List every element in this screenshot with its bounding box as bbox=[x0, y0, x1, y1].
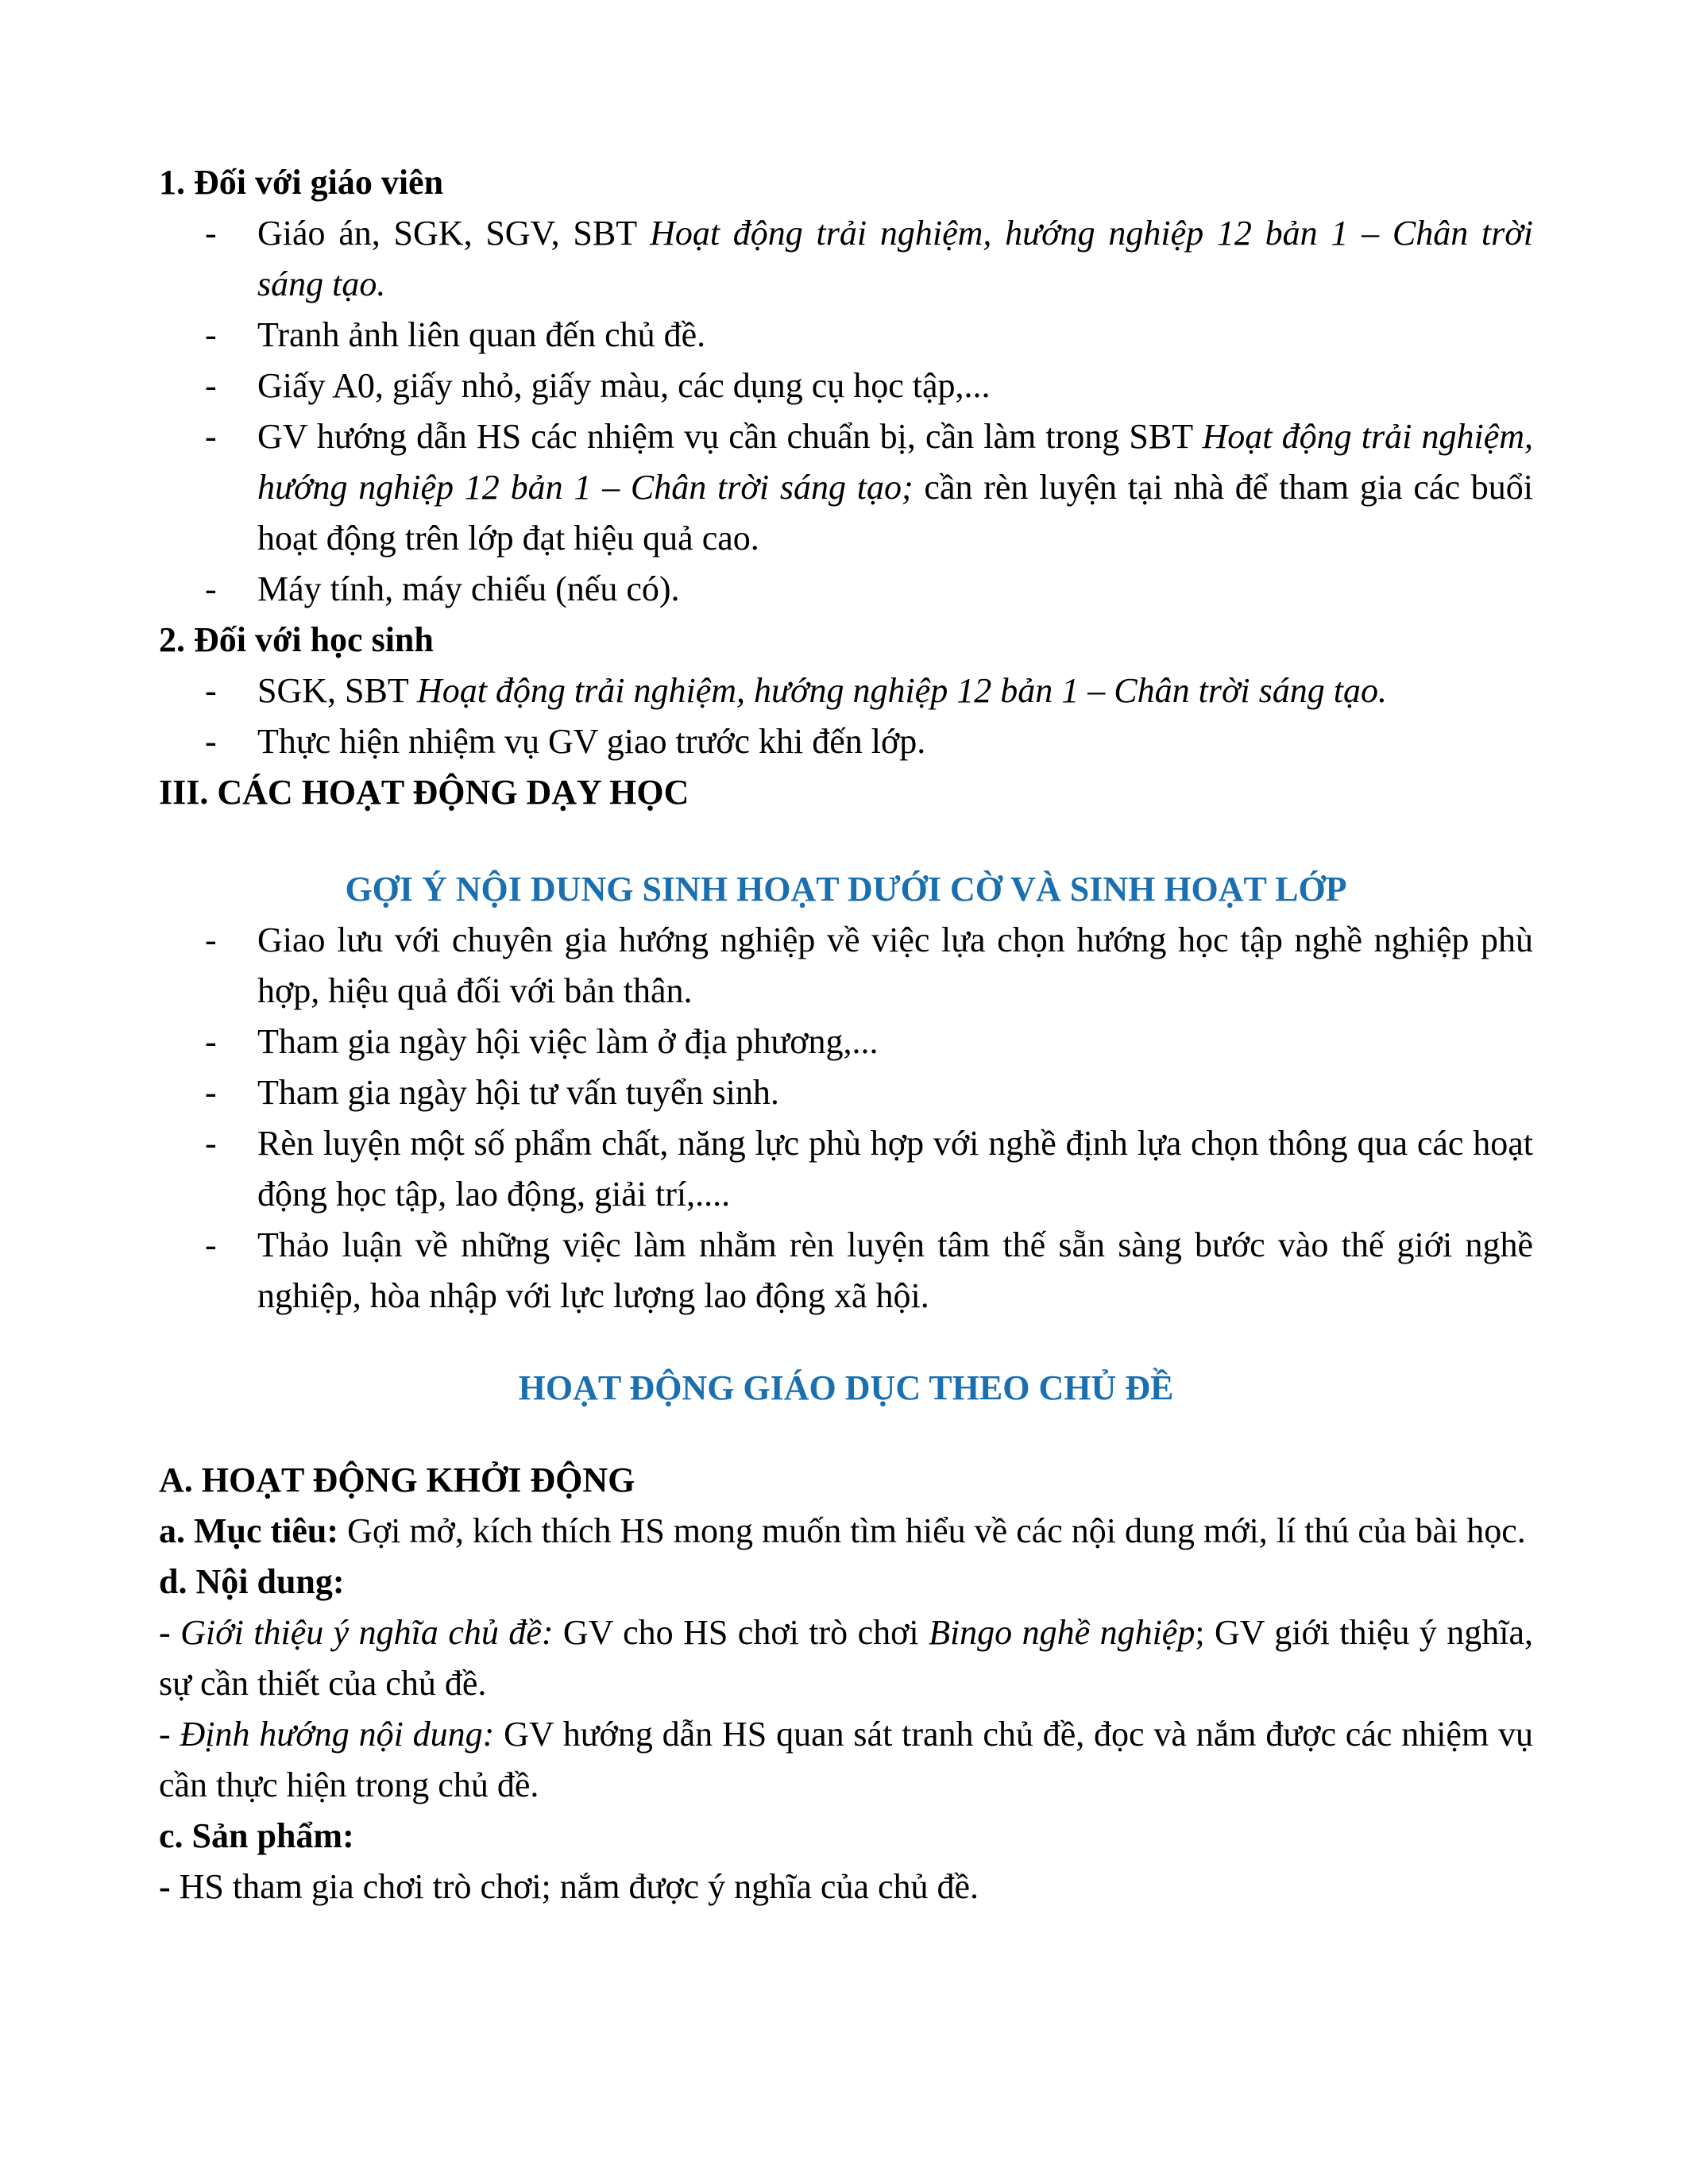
item-text: Thảo luận về những việc làm nhằm rèn luyện tâm thế sẵn sàng bước vào thế giới nghề nghiệp, hòa nhập với lực lượng lao động xã hội. bbox=[257, 1225, 1533, 1315]
item-text: Máy tính, máy chiếu (nếu có). bbox=[257, 569, 680, 608]
goal-text: Gợi mở, kích thích HS mong muốn tìm hiểu về các nội dung mới, lí thú của bài học. bbox=[338, 1511, 1526, 1550]
item-text: GV hướng dẫn HS các nhiệm vụ cần chuẩn bị, cần làm trong SBT bbox=[257, 417, 1203, 456]
bullet-dash: - bbox=[205, 1022, 217, 1061]
student-list bbox=[159, 666, 1533, 767]
list-item bbox=[159, 208, 1533, 310]
list-item bbox=[159, 1067, 1533, 1118]
intro-label: - Giới thiệu ý nghĩa chủ đề: bbox=[159, 1613, 554, 1652]
content-label: d. Nội dung: bbox=[159, 1562, 345, 1601]
item-text-tail: cần rèn luyện tại nhà để tham gia các buổi hoạt động trên lớp đạt hiệu quả cao. bbox=[257, 468, 1533, 558]
intro-paragraph bbox=[159, 1607, 1533, 1709]
product-paragraph bbox=[159, 1862, 1533, 1912]
orient-label: - Định hướng nội dung: bbox=[159, 1715, 495, 1754]
list-item bbox=[159, 716, 1533, 767]
item-text: Thực hiện nhiệm vụ GV giao trước khi đến lớp. bbox=[257, 722, 926, 761]
bullet-dash: - bbox=[205, 920, 217, 959]
teacher-list bbox=[159, 208, 1533, 615]
bullet-dash: - bbox=[205, 1225, 217, 1264]
list-item bbox=[159, 564, 1533, 615]
activities-heading: III. CÁC HOẠT ĐỘNG DẠY HỌC bbox=[159, 773, 689, 812]
spacer bbox=[159, 818, 1533, 864]
bullet-dash: - bbox=[205, 569, 217, 608]
suggest-title: GỢI Ý NỘI DUNG SINH HOẠT DƯỚI CỜ VÀ SINH HOẠT LỚP bbox=[345, 870, 1347, 909]
list-item bbox=[159, 1220, 1533, 1322]
list-item bbox=[159, 1118, 1533, 1220]
product-label: c. Sản phẩm: bbox=[159, 1816, 354, 1855]
product-dash: - bbox=[159, 1867, 171, 1906]
item-text: Tham gia ngày hội tư vấn tuyển sinh. bbox=[257, 1073, 779, 1112]
product-text: HS tham gia chơi trò chơi; nắm được ý nghĩa của chủ đề. bbox=[170, 1867, 979, 1906]
bullet-dash: - bbox=[205, 214, 217, 253]
orient-text: GV hướng dẫn HS quan sát tranh chủ đề, đọc và nắm được các nhiệm vụ cần thực hiện trong chủ đề. bbox=[159, 1715, 1534, 1804]
item-text: Giao lưu với chuyên gia hướng nghiệp về việc lựa chọn hướng học tập nghề nghiệp phù hợp, hiệu quả đối với bản thân. bbox=[257, 920, 1533, 1010]
item-italic-text: Hoạt động trải nghiệm, hướng nghiệp 12 bản 1 – Chân trời sáng tạo. bbox=[257, 214, 1533, 303]
list-item bbox=[159, 915, 1533, 1017]
bullet-dash: - bbox=[205, 671, 217, 710]
item-italic-text: Hoạt động trải nghiệm, hướng nghiệp 12 bản 1 – Chân trời sáng tạo; bbox=[257, 417, 1533, 507]
document-page bbox=[159, 157, 1533, 1912]
intro-text: GV cho HS chơi trò chơi bbox=[553, 1613, 929, 1652]
item-text: Tham gia ngày hội việc làm ở địa phương,... bbox=[257, 1022, 879, 1061]
teacher-heading: 1. Đối với giáo viên bbox=[159, 163, 444, 202]
item-text: SGK, SBT bbox=[257, 671, 417, 710]
suggest-list bbox=[159, 915, 1533, 1322]
list-item bbox=[159, 361, 1533, 411]
item-text: Tranh ảnh liên quan đến chủ đề. bbox=[257, 315, 706, 354]
list-item bbox=[159, 1017, 1533, 1067]
topic-title: HOẠT ĐỘNG GIÁO DỤC THEO CHỦ ĐỀ bbox=[518, 1368, 1174, 1407]
orient-paragraph bbox=[159, 1709, 1533, 1811]
bullet-dash: - bbox=[205, 1124, 217, 1163]
bullet-dash: - bbox=[205, 315, 217, 354]
bullet-dash: - bbox=[205, 417, 217, 456]
list-item bbox=[159, 310, 1533, 361]
list-item bbox=[159, 411, 1533, 564]
student-heading: 2. Đối với học sinh bbox=[159, 620, 434, 659]
intro-game-name: Bingo nghề nghiệp bbox=[929, 1613, 1196, 1652]
spacer bbox=[159, 1322, 1533, 1363]
warmup-heading: A. HOẠT ĐỘNG KHỞI ĐỘNG bbox=[159, 1461, 635, 1499]
goal-paragraph bbox=[159, 1506, 1533, 1557]
spacer bbox=[159, 1414, 1533, 1455]
bullet-dash: - bbox=[205, 1073, 217, 1112]
bullet-dash: - bbox=[205, 366, 217, 405]
intro-text-tail: ; GV giới thiệu ý nghĩa, sự cần thiết của chủ đề. bbox=[159, 1613, 1533, 1703]
bullet-dash: - bbox=[205, 722, 217, 761]
goal-label: a. Mục tiêu: bbox=[159, 1511, 339, 1550]
item-italic-text: Hoạt động trải nghiệm, hướng nghiệp 12 bản 1 – Chân trời sáng tạo. bbox=[416, 671, 1388, 710]
item-text: Rèn luyện một số phẩm chất, năng lực phù hợp với nghề định lựa chọn thông qua các hoạt động học tập, lao động, giải trí,.... bbox=[257, 1124, 1533, 1214]
list-item bbox=[159, 666, 1533, 716]
item-text: Giáo án, SGK, SGV, SBT bbox=[257, 214, 651, 253]
item-text: Giấy A0, giấy nhỏ, giấy màu, các dụng cụ học tập,... bbox=[257, 366, 991, 405]
